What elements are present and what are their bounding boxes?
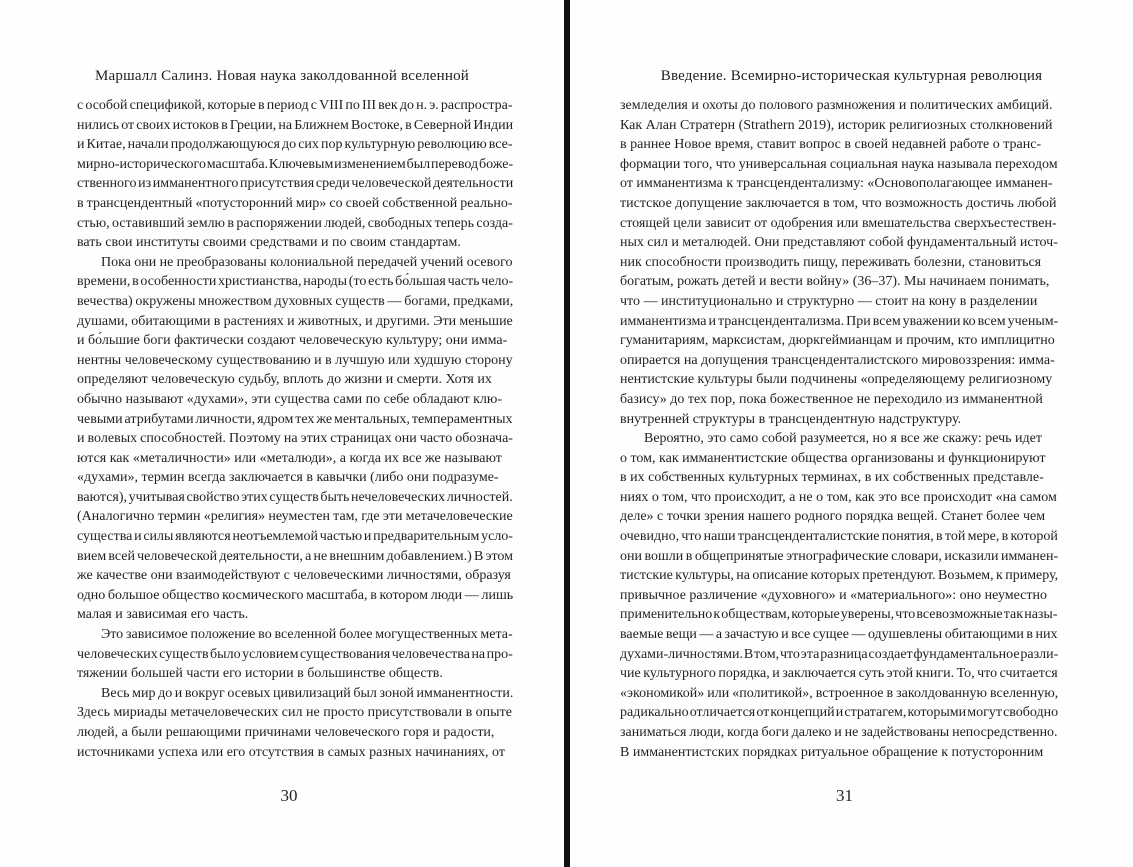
text-line: источниками успеха или его отсутствия в самых разных начинаниях, от: [77, 744, 505, 760]
text-line: вечества) окружены множеством духовных существ — богами, предками,: [77, 293, 514, 309]
text-line: они вошли в общепринятые этнографические словари, исказили имманен-: [620, 548, 1059, 564]
text-line: в раннее Новое время, ставит вопрос в своей недавней работе о транс-: [620, 137, 1042, 153]
text-line: малая и зависимая его часть.: [77, 607, 249, 623]
text-line: заниматься люди, когда боги далеко и не задействованы непосредственно.: [620, 725, 1058, 740]
paragraph: [620, 429, 1058, 762]
text-line: чие культурного порядка, и заключается суть этой книги. То, что считается: [620, 666, 1058, 682]
text-line: ниях о том, что происходит, а не о том, как это все происходит «на самом: [620, 489, 1057, 505]
text-line: и Китае, начали продолжающуюся до сих пор культурную революцию все-: [77, 137, 513, 153]
text-line: духами-личностями. В том, что эта разница создает фундаментальное разли-: [620, 646, 1059, 662]
text-line: и волевых способностей. Поэтому на этих страницах они часто обознача-: [77, 431, 513, 447]
text-line: Здесь мириады метачеловеческих сил не просто присутствовали в опыте: [77, 705, 512, 721]
left-page-number: 30: [280, 786, 298, 805]
text-line: чевыми атрибутами личности, ядром тех же ментальных, темпераментных: [77, 411, 513, 427]
text-line: «духами», термин всегда заключается в кавычки (либо они подразуме-: [77, 470, 499, 486]
text-line: с особой спецификой, которые в период с VIII по III век до н. э. распростра-: [77, 98, 513, 113]
paragraph: [77, 253, 513, 625]
text-line: тяжении большей части его истории в большинстве обществ.: [77, 666, 443, 682]
text-line: обычно называют «духами», эти существа сами по себе обладают клю-: [77, 391, 503, 407]
text-line: в их собственных культурных терминах, в их собственных представле-: [620, 470, 1044, 486]
text-line: стоящей цели зависит от одобрения или вмешательства сверхъестествен-: [620, 215, 1057, 231]
text-line: ваемые вещи — а зачастую и все сущее — одушевлены обитающими в них: [620, 627, 1058, 643]
text-line: привычное различение «духовного» и «материального»: оно неуместно: [620, 587, 1048, 603]
text-line: о том, как имманентистские общества организованы и функционируют: [620, 450, 1046, 466]
text-line: очевидно, что наши трансценденталистские понятия, в той мере, в которой: [620, 529, 1058, 545]
text-line: существа и силы являются неотъемлемой частью и предварительным усло-: [77, 529, 513, 545]
right-page: [570, 0, 1133, 867]
text-line: вием всей человеческой деятельности, а не внешним добавлением.) В этом: [77, 548, 514, 564]
text-line: Пока они не преобразованы колониальной передачей учений осевого: [101, 254, 513, 270]
text-line: ственного из имманентного присутствия среди человеческой деятельности: [77, 176, 514, 192]
left-text-block: [77, 96, 513, 762]
text-line: Это зависимое положение во вселенной более могущественных мета-: [101, 627, 513, 643]
right-text-block: [620, 96, 1058, 762]
text-line: ются как «металичности» или «металюди», а когда их все же называют: [77, 450, 502, 466]
text-line: и бо́льшие боги фактически создают человеческую культуру; они имма-: [77, 333, 508, 349]
text-line: тистские культуры, на описание которых претендуют. Возьмем, к примеру,: [620, 568, 1059, 584]
text-line: что — институционально и структурно — стоит на кону в разделении: [620, 293, 1038, 309]
text-line: гуманитариям, марксистам, дюркгеймианцам и прочим, кто имплицитно: [620, 333, 1055, 349]
right-running-head: Введение. Всемирно-историческая культурная революция: [660, 68, 1043, 84]
paragraph: [77, 96, 513, 253]
text-line: опирается на допущения трансценденталистского мировоззрения: имма-: [620, 352, 1055, 368]
text-line: деле» с точки зрения нашего родного порядка вещей. Станет более чем: [620, 509, 1046, 525]
text-line: нились от своих истоков в Греции, на Ближнем Востоке, в Северной Индии: [77, 117, 514, 133]
text-line: Весь мир до и вокруг осевых цивилизаций был зоной имманентности.: [101, 685, 514, 701]
text-line: тистское допущение заключается в том, что возможность достичь любой: [620, 195, 1057, 211]
text-line: ваются), учитывая свойство этих существ быть нечеловеческих личностей.: [77, 489, 513, 505]
text-line: внутренней структуры в трансцендентную надструктуру.: [620, 411, 962, 427]
text-line: же качестве они взаимодействуют с человеческими личностями, образуя: [77, 568, 511, 584]
text-line: людей, а были решающими причинами человеческого горя и радости,: [77, 725, 495, 740]
text-line: богатым, рожать детей и вести войну» (36–37). Мы начинаем понимать,: [620, 274, 1050, 290]
text-line: в трансцендентный «потусторонний мир» со своей собственной реально-: [77, 195, 513, 211]
right-page-number: 31: [836, 786, 853, 805]
text-line: времени, в особенности христианства, народы (то есть бо́льшая часть чело-: [77, 274, 514, 290]
left-running-head: Маршалл Салинз. Новая наука заколдованной вселенной: [94, 68, 470, 84]
text-line: Как Алан Стратерн (Strathern 2019), историк религиозных столкновений: [620, 117, 1053, 133]
paragraph: [620, 96, 1058, 429]
text-line: формации того, что универсальная социальная наука называла переходом: [620, 156, 1058, 172]
text-line: применительно к обществам, которые уверены, что всевозможные так назы-: [620, 607, 1058, 623]
paragraph: [77, 625, 513, 684]
text-line: ных сил и металюдей. Они представляют собой фундаментальный источ-: [620, 235, 1058, 251]
text-line: вать свои институты своими средствами и по своим стандартам.: [77, 235, 461, 251]
text-line: душами, обитающими в растениях и животных, и другими. Эти меньшие: [77, 313, 513, 329]
text-line: человеческих существ было условием существования человечества на про-: [77, 646, 513, 662]
text-line: одно большое общество космического масштаба, в котором люди — лишь: [77, 587, 514, 603]
text-line: нентны человеческому существованию и в лучшую или худшую сторону: [77, 352, 513, 368]
text-line: Вероятно, это само собой разумеется, но я все же скажу: речь идет: [644, 431, 1042, 447]
text-line: (Аналогично термин «религия» неуместен там, где эти метачеловеческие: [77, 509, 513, 525]
paragraph: [77, 684, 513, 762]
text-line: определяют человеческую судьбу, вплоть до жизни и смерти. Хотя их: [77, 372, 492, 388]
text-line: от имманентизма к трансцендентализму: «Основополагающее имманен-: [620, 176, 1053, 192]
text-line: земледелия и охоты до полового размножения и политических амбиций.: [620, 98, 1053, 113]
text-line: мирно-исторического масштаба. Ключевым изменением был перевод боже-: [77, 156, 514, 172]
text-line: стью, оставивший землю в распоряжении людей, свободных теперь созда-: [77, 215, 513, 231]
left-page: [0, 0, 564, 867]
text-line: В имманентистских порядках ритуальное обращение к потусторонним: [620, 744, 1044, 760]
text-line: радикально отличается от концепций и стратагем, которыми могут свободно: [620, 705, 1059, 721]
text-line: базису» до тех пор, пока божественное не переходило из имманентной: [620, 391, 1043, 407]
text-line: имманентизма и трансцендентализма. При всем уважении ко всем ученым-: [620, 313, 1059, 329]
text-line: «экономикой» или «политикой», встроенное в заколдованную вселенную,: [620, 685, 1059, 701]
text-line: нентистские культуры были подчинены «определяющему религиозному: [620, 372, 1053, 388]
text-line: ник способности производить пищу, переживать болезни, становиться: [620, 254, 1042, 270]
